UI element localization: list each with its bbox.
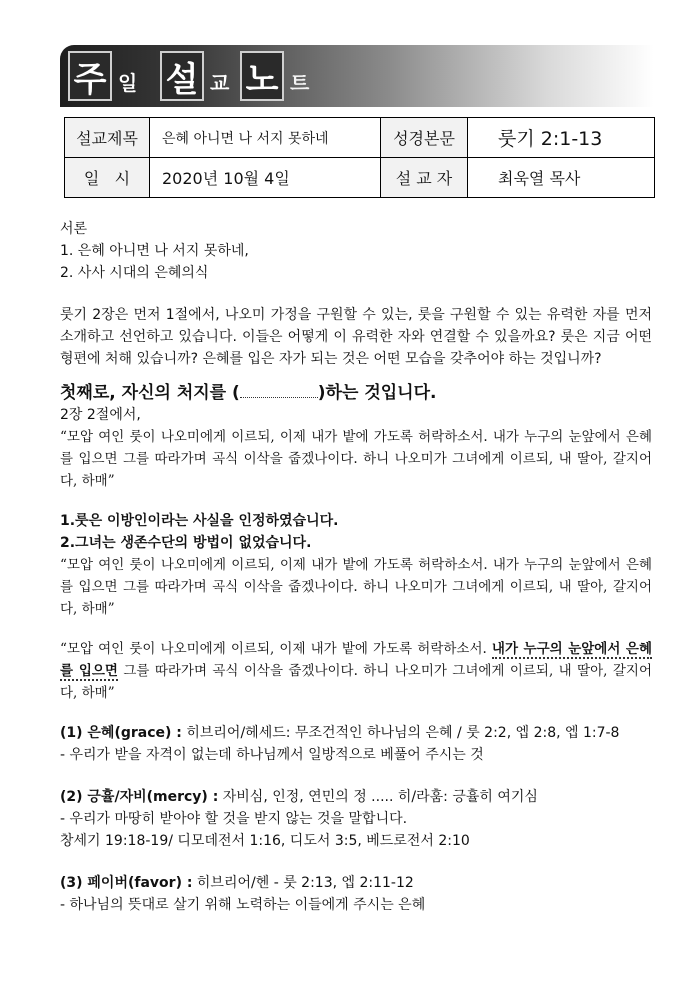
- banner-background: [60, 45, 654, 107]
- scripture-label: 성경본문: [381, 118, 468, 158]
- quote-part: “모압 여인 룻이 나오미에게 이르되, 이제 내가 밭에 가도록 허락하소서.: [60, 641, 492, 657]
- spacer: [60, 284, 652, 304]
- heading-part: 첫째로, 자신의 처지를 (: [60, 383, 240, 403]
- title-banner: [60, 45, 654, 107]
- scripture-quote-highlighted: [60, 638, 652, 704]
- quote-emphasis: 내가 누구의 눈앞에서 은혜를 입으면: [60, 641, 652, 679]
- scripture-reference: 2장 2절에서,: [60, 407, 141, 423]
- scripture-quote: “모압 여인 룻이 나오미에게 이르되, 이제 내가 밭에 가도록 허락하소서. 내가 누구의 눈앞에서 은혜를 입으면 그를 따라가며 곡식 이삭을 줍겠나이다. 하니 나오미가 그녀에게 이르되, 내 딸아, 갈지어다, 하매”: [60, 557, 652, 617]
- banner-char-5: 노: [240, 51, 284, 101]
- banner-char-3: 설: [160, 51, 204, 101]
- spacer: [60, 492, 652, 510]
- banner-char-4: 교: [210, 71, 230, 95]
- date-label: 일 시: [65, 158, 150, 198]
- definition-term: (3) 페이버(favor) :: [60, 875, 193, 891]
- section1-heading: [60, 382, 652, 404]
- definition-note: 창세기 19:18-19/ 디모데전서 1:16, 디도서 3:5, 베드로전서 2:10: [60, 833, 470, 849]
- fill-in-blank: [240, 383, 318, 398]
- spacer: [60, 766, 652, 786]
- sermon-title-value: 은혜 아니면 나 서지 못하네: [150, 118, 381, 158]
- scripture-quote: “모압 여인 룻이 나오미에게 이르되, 이제 내가 밭에 가도록 허락하소서. 내가 누구의 눈앞에서 은혜를 입으면 그를 따라가며 곡식 이삭을 줍겠나이다. 하니 나오미가 그녀에게 이르되, 내 딸아, 갈지어다, 하매”: [60, 429, 652, 489]
- intro-item: 2. 사사 시대의 은혜의식: [60, 265, 209, 281]
- intro-item: 1. 은혜 아니면 나 서지 못하네,: [60, 243, 249, 259]
- quote-part: 그를 따라가며 곡식 이삭을 줍겠나이다. 하니 나오미가 그녀에게 이르되, 내 딸아, 갈지어다, 하매”: [60, 663, 652, 701]
- definition-desc: 히브리어/헨 - 룻 2:13, 엡 2:11-12: [192, 875, 414, 891]
- heading-part: )하는 것입니다.: [317, 383, 437, 403]
- preacher-label: 설 교 자: [381, 158, 468, 198]
- definition-line: [60, 786, 652, 808]
- sermon-body: [60, 218, 652, 916]
- spacer: [60, 852, 652, 872]
- scripture-value: 룻기 2:1-13: [468, 118, 655, 158]
- point-item: 2.그녀는 생존수단의 방법이 없었습니다.: [60, 535, 312, 551]
- sermon-title-label: 설교제목: [65, 118, 150, 158]
- spacer: [60, 620, 652, 638]
- definition-line: [60, 872, 652, 894]
- definition-line: [60, 722, 652, 744]
- point-item: 1.룻은 이방인이라는 사실을 인정하였습니다.: [60, 513, 339, 529]
- banner-char-2: 일: [118, 71, 138, 95]
- definition-term: (2) 긍휼/자비(mercy) :: [60, 789, 219, 805]
- definition-desc: 히브리어/헤세드: 무조건적인 하나님의 은혜 / 룻 2:2, 엡 2:8, 엡 1:7-8: [181, 725, 620, 741]
- date-value: 2020년 10월 4일: [150, 158, 381, 198]
- spacer: [60, 704, 652, 722]
- intro-heading: 서론: [60, 221, 88, 237]
- definition-desc: 자비심, 인정, 연민의 정 ..... 히/라훔: 긍휼히 여기심: [218, 789, 538, 805]
- intro-paragraph: 룻기 2장은 먼저 1절에서, 나오미 가정을 구원할 수 있는, 룻을 구원할 수 있는 유력한 자를 먼저 소개하고 선언하고 있습니다. 이들은 어떻게 이 유력한 자와 연결할 수 있을까요? 룻은 지금 어떤 형편에 처해 있습니까? 은혜를 입은 자가 되는 것은 어떤 모습을 갖추어야 하는 것입니까?: [60, 307, 652, 367]
- definition-note: - 우리가 마땅히 받아야 할 것을 받지 않는 것을 말합니다.: [60, 811, 408, 827]
- preacher-value: 최욱열 목사: [468, 158, 655, 198]
- definition-note: - 하나님의 뜻대로 살기 위해 노력하는 이들에게 주시는 은혜: [60, 897, 426, 913]
- sermon-info-table: [64, 117, 655, 198]
- banner-char-1: 주: [68, 51, 112, 101]
- definition-term: (1) 은혜(grace) :: [60, 725, 182, 741]
- definition-note: - 우리가 받을 자격이 없는데 하나님께서 일방적으로 베풀어 주시는 것: [60, 747, 484, 763]
- banner-char-6: 트: [290, 71, 310, 95]
